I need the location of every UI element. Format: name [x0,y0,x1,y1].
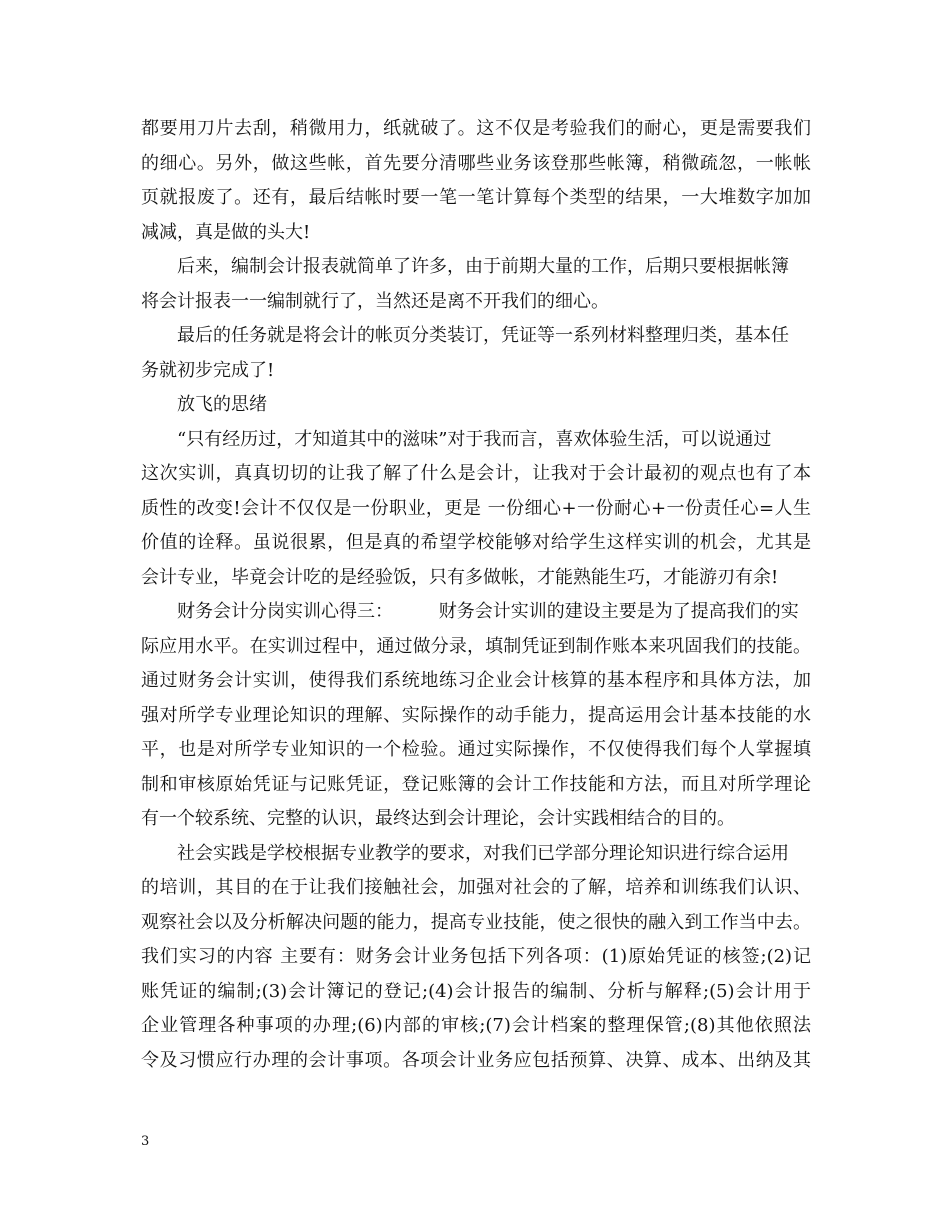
page-number: 3 [141,1134,150,1149]
text-line: 通过财务会计实训，使得我们系统地练习企业会计核算的基本程序和具体方法，加 [141,670,811,691]
text-line: 的培训，其目的在于让我们接触社会，加强对社会的了解，培养和训练我们认识、 [141,877,811,898]
text-line: “只有经历过，才知道其中的滋味”对于我而言，喜欢体验生活，可以说通过 [177,428,772,450]
text-line: 令及习惯应行办理的会计事项。各项会计业务应包括预算、决算、成本、出纳及其 [141,1049,811,1071]
text-line: 制和审核原始凭证与记账凭证，登记账簿的会计工作技能和方法，而且对所学理论 [141,773,811,795]
text-line: 减减，真是做的头大! [141,221,311,243]
text-line: 企业管理各种事项的办理;(6)内部的审核;(7)会计档案的整理保管;(8)其他依照法 [141,1015,811,1036]
text-line: 际应用水平。在实训过程中，通过做分录，填制凭证到制作账本来巩固我们的技能。 [141,635,811,657]
text-line: 观察社会以及分析解决问题的能力，提高专业技能，使之很快的融入到工作当中去。 [141,911,811,933]
text-line: 质性的改变!会计不仅仅是一份职业，更是 一份细心+一份耐心+一份责任心=人生 [141,497,811,519]
text-line: 会计专业，毕竟会计吃的是经验饭，只有多做帐，才能熟能生巧，才能游刃有余! [141,566,779,588]
text-line: 都要用刀片去刮，稍微用力，纸就破了。这不仅是考验我们的耐心，更是需要我们 [141,118,811,139]
text-line: 社会实践是学校根据专业教学的要求，对我们已学部分理论知识进行综合运用 [177,842,789,864]
text-line: 页就报废了。还有，最后结帐时要一笔一笔计算每个类型的结果，一大堆数字加加 [141,187,811,208]
text-line: 有一个较系统、完整的认识，最终达到会计理论，会计实践相结合的目的。 [141,808,735,829]
text-line: 务就初步完成了! [141,359,275,381]
text-line: 账凭证的编制;(3)会计簿记的登记;(4)会计报告的编制、分析与解释;(5)会计用于 [141,980,811,1002]
text-line: 将会计报表一一编制就行了，当然还是离不开我们的细心。 [141,290,609,312]
text-line: 的细心。另外，做这些帐，首先要分清哪些业务该登那些帐簿，稍微疏忽，一帐帐 [141,152,811,174]
section-heading: 放飞的思绪 [177,394,267,415]
text-line: 强对所学专业理论知识的理解、实际操作的动手能力，提高运用会计基本技能的水 [141,704,811,726]
text-line: 价值的诠释。虽说很累，但是真的希望学校能够对给学生这样实训的机会，尤其是 [141,532,811,553]
text-line: 后来，编制会计报表就简单了许多，由于前期大量的工作，后期只要根据帐簿 [177,256,789,277]
document-body [141,112,811,1078]
text-line: 平，也是对所学专业知识的一个检验。通过实际操作，不仅使得我们每个人掌握填 [141,739,811,760]
text-line: 最后的任务就是将会计的帐页分类装订，凭证等一系列材料整理归类，基本任 [177,325,789,346]
text-line: 我们实习的内容 主要有：财务会计业务包括下列各项：(1)原始凭证的核签;(2)记 [141,946,811,967]
text-line: 这次实训，真真切切的让我了解了什么是会计，让我对于会计最初的观点也有了本 [141,463,811,484]
text-line: 财务会计分岗实训心得三： 财务会计实训的建设主要是为了提高我们的实 [177,601,799,622]
